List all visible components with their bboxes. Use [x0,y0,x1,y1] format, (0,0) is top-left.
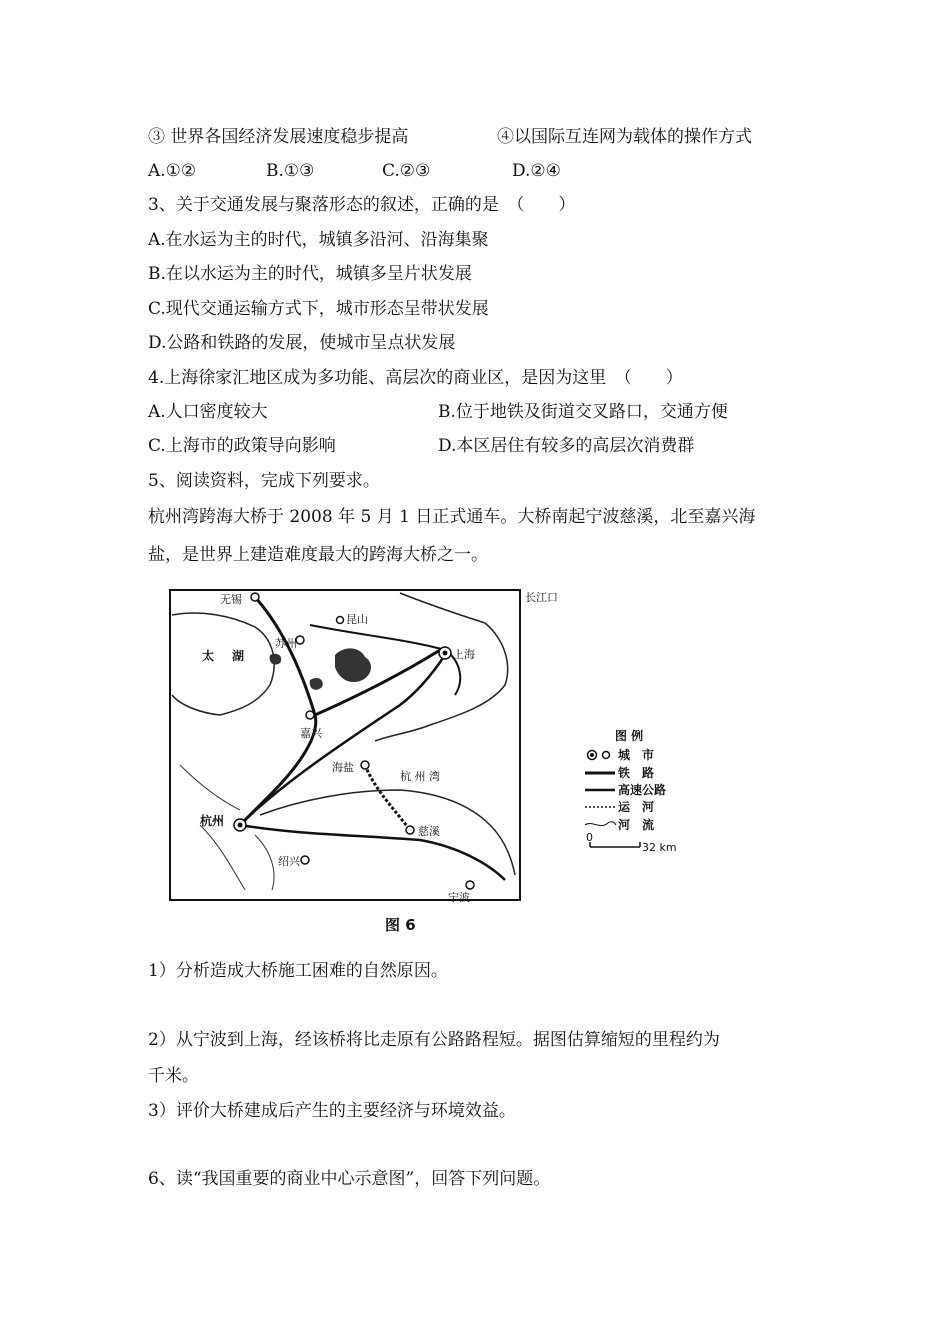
legend-canal-label: 运 河 [618,800,655,814]
q3-stem: 3、关于交通发展与聚落形态的叙述，正确的是 （ ） [148,195,576,215]
legend-river-icon [585,822,616,826]
legend-railway-label: 铁 路 [618,766,655,780]
label-hangzhou: 杭州 [200,814,225,828]
label-wuxi: 无锡 [220,593,242,606]
city-shaoxing [301,856,309,864]
q2-choice-d: D.②④ [512,161,561,181]
city-cixi [406,826,414,834]
legend-town-icon [603,752,610,759]
city-kunshan [337,617,344,624]
q4-option-c: C.上海市的政策导向影响 [148,436,336,456]
q3-option-d: D.公路和铁路的发展，使城市呈点状发展 [148,333,456,353]
q2-option-3: ③ 世界各国经济发展速度稳步提高 [148,127,409,147]
q6-stem: 6、读“我国重要的商业中心示意图”，回答下列问题。 [148,1169,551,1189]
label-kunshan: 昆山 [346,613,368,626]
label-jiaxing: 嘉兴 [300,727,322,740]
label-ningbo: 宁波 [448,891,470,904]
q5-sub2-line2: 千米。 [148,1066,199,1086]
q3-option-c: C.现代交通运输方式下，城市形态呈带状发展 [148,299,489,319]
label-cixi: 慈溪 [418,825,440,838]
q2-option-4: ④以国际互连网为载体的操作方式 [497,127,752,147]
label-changjiangkou: 长江口 [525,591,558,604]
label-taihu-1: 太 [202,649,215,663]
hangzhou-bay-map [160,585,700,945]
label-shanghai: 上海 [453,648,475,661]
q2-choice-b: B.①③ [266,161,315,181]
legend-scale-max: 32 km [642,841,677,854]
city-haiyan [361,761,369,769]
legend-scale-zero: 0 [586,831,593,844]
city-jiaxing [306,711,314,719]
label-bay: 杭 州 湾 [400,770,440,783]
q4-option-b: B.位于地铁及街道交叉路口，交通方便 [438,402,728,422]
q2-choice-a: A.①② [148,161,197,181]
q4-stem: 4.上海徐家汇地区成为多功能、高层次的商业区，是因为这里 （ ） [148,368,683,388]
label-taihu-2: 湖 [232,649,245,663]
small-lake [310,678,323,690]
city-suzhou [296,636,304,644]
q5-material-line1: 杭州湾跨海大桥于 2008 年 5 月 1 日正式通车。大桥南起宁波慈溪，北至嘉兴海 [148,507,756,527]
city-shanghai-dot [443,651,448,656]
q5-stem: 5、阅读资料，完成下列要求。 [148,471,380,491]
label-suzhou: 苏州 [275,637,297,650]
label-shaoxing: 绍兴 [278,855,300,868]
q2-choice-c: C.②③ [382,161,431,181]
legend-city-label: 城 市 [618,748,655,762]
legend-river-label: 河 流 [618,818,655,832]
legend-city-icon-dot [590,753,594,757]
q3-option-b: B.在以水运为主的时代，城镇多呈片状发展 [148,264,472,284]
q5-sub1: 1）分析造成大桥施工困难的自然原因。 [148,961,448,981]
city-wuxi [251,593,259,601]
legend-highway-label: 高速公路 [618,783,667,797]
q5-sub2-line1: 2）从宁波到上海，经该桥将比走原有公路路程短。据图估算缩短的里程约为 [148,1030,720,1050]
q3-option-a: A.在水运为主的时代，城镇多沿河、沿海集聚 [148,230,489,250]
q5-material-line2: 盐，是世界上建造难度最大的跨海大桥之一。 [148,545,488,565]
q5-sub3: 3）评价大桥建成后产生的主要经济与环境效益。 [148,1101,516,1121]
map-caption: 图 6 [385,916,416,934]
q4-option-d: D.本区居住有较多的高层次消费群 [438,436,695,456]
q4-option-a: A.人口密度较大 [148,402,268,422]
label-haiyan: 海盐 [332,761,354,774]
legend-title: 图 例 [615,729,644,743]
city-hangzhou-dot [238,823,243,828]
city-ningbo [466,881,474,889]
